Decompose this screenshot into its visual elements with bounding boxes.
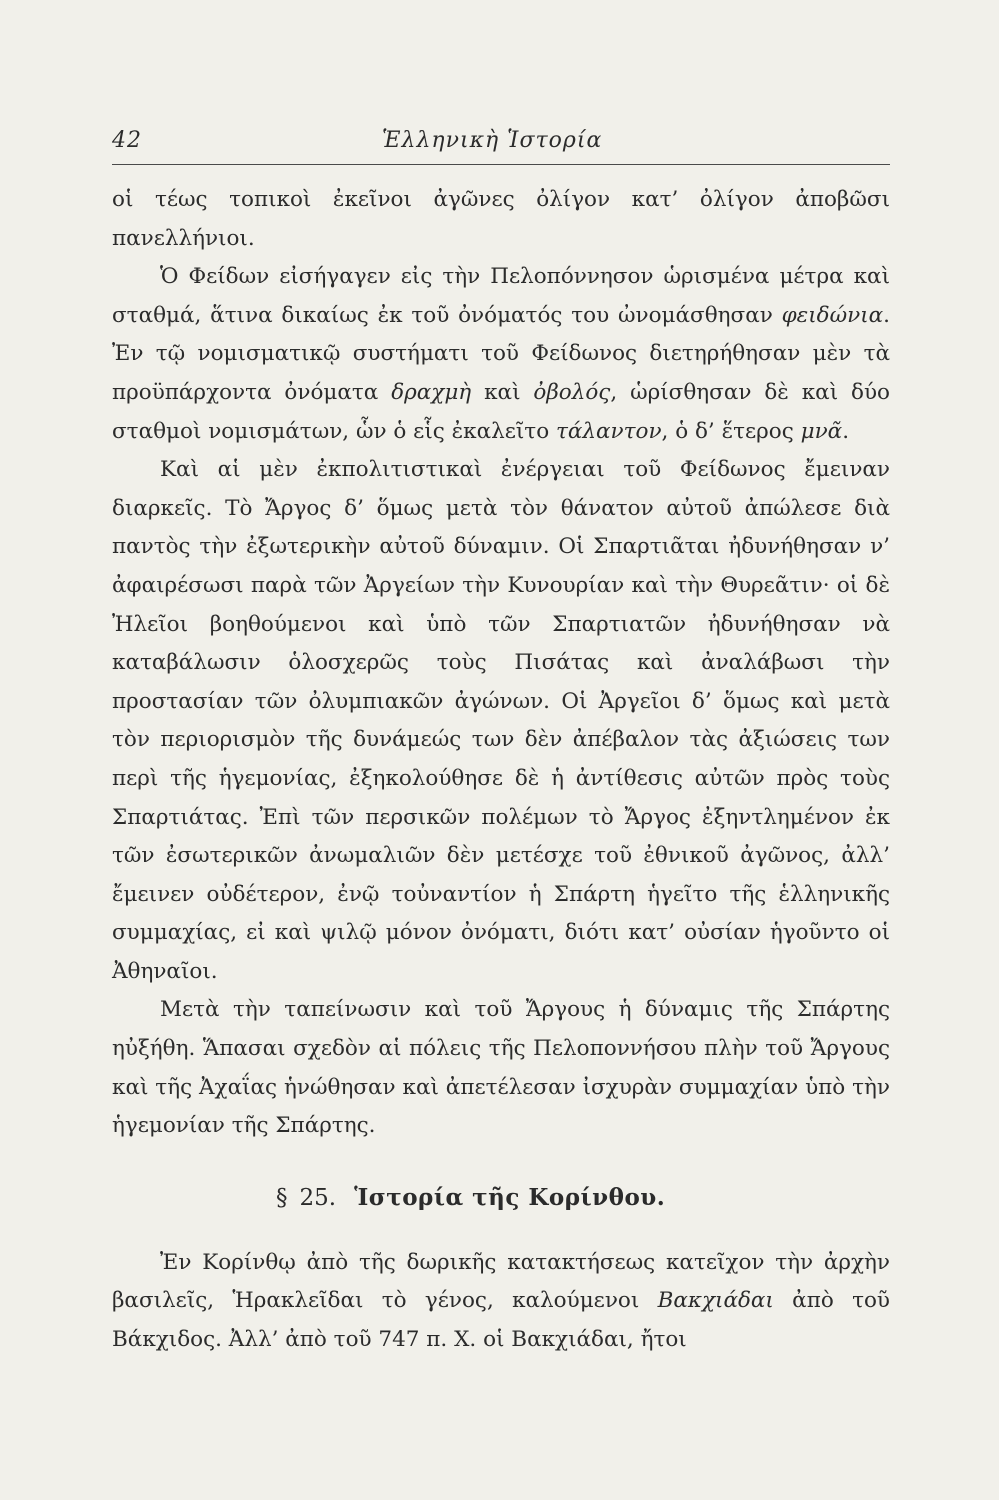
- term-talanton: τάλαντον: [555, 418, 662, 444]
- paragraph-pheidon-measures: [112, 258, 890, 451]
- text-run: καὶ: [471, 379, 534, 405]
- running-title: Ἑλληνικὴ Ἱστορία: [382, 128, 603, 153]
- section-number: 25.: [299, 1184, 337, 1211]
- text-run: Ἐν Κορίνθῳ ἀπὸ τῆς δωρικῆς κατακτήσεως κατεῖχον τὴν ἀρχὴν βασιλεῖς, Ἡρακλεῖδαι τὸ γένος, καλούμενοι: [112, 1249, 890, 1314]
- term-pheidonia: φειδώνια: [781, 302, 884, 328]
- term-bakchiadai: Βακχιάδαι: [657, 1288, 774, 1314]
- page-number: 42: [112, 128, 142, 153]
- section-title: Ἱστορία τῆς Κορίνθου.: [354, 1183, 666, 1211]
- paragraph-corinth: [112, 1244, 890, 1360]
- text-run: .: [842, 418, 850, 444]
- section-mark: §: [276, 1184, 288, 1211]
- text-run: Ὁ Φείδων εἰσήγαγεν εἰς τὴν Πελοπόννησον ὡρισμένα μέτρα καὶ σταθμά, ἅτινα δικαίως ἐκ τοῦ ὀνόματός του ὠνομάσθησαν: [112, 264, 890, 328]
- section-heading: [112, 1178, 890, 1218]
- text-run: , ὡρίσθησαν δὲ καὶ δύο σταθμοὶ νομισμάτων, ὧν ὁ εἷς ἐκαλεῖτο: [112, 379, 890, 444]
- text-run: . Ἐν τῷ νομισματικῷ συστήματι τοῦ Φείδωνος διετηρήθησαν μὲν τὰ προϋπάρχοντα ὀνόματα: [112, 302, 890, 405]
- paragraph-continuation: οἱ τέως τοπικοὶ ἐκεῖνοι ἀγῶνες ὀλίγον κατ’ ὀλίγον ἀποβῶσι πανελλήνιοι.: [112, 187, 890, 251]
- text-run: ἀπὸ τοῦ Βάκχιδος. Ἀλλ’ ἀπὸ τοῦ 747 π. Χ. οἱ Βακχιάδαι, ἤτοι: [112, 1288, 891, 1353]
- paragraph-argos-decline: Καὶ αἱ μὲν ἐκπολιτιστικαὶ ἐνέργειαι τοῦ Φείδωνος ἔμειναν διαρκεῖς. Τὸ Ἄργος δ’ ὅμως μετὰ τὸν θάνατον αὐτοῦ ἀπώλεσε διὰ παντὸς τὴν ἐξωτερικὴν αὐτοῦ δύναμιν. Οἱ Σπαρτιᾶται ἠδυνήθησαν ν’ ἀφαιρέσωσι παρὰ τῶν Ἀργείων τὴν Κυνουρίαν καὶ τὴν Θυρεᾶτιν· οἱ δὲ Ἠλεῖοι βοηθούμενοι καὶ ὑπὸ τῶν Σπαρτιατῶν ἠδυνήθησαν νὰ καταβάλωσιν ὁλοσχερῶς τοὺς Πισάτας καὶ ἀναλάβωσι τὴν προστασίαν τῶν ὀλυμπιακῶν ἀγώνων. Οἱ Ἀργεῖοι δ’ ὅμως καὶ μετὰ τὸν περιορισμὸν τῆς δυνάμεώς των δὲν ἀπέβαλον τὰς ἀξιώσεις των περὶ τῆς ἡγεμονίας, ἐξηκολούθησε δὲ ἡ ἀντίθεσις αὐτῶν πρὸς τοὺς Σπαρτιάτας. Ἐπὶ τῶν περσικῶν πολέμων τὸ Ἄργος ἐξηντλημένον ἐκ τῶν ἐσωτερικῶν ἀνωμαλιῶν δὲν μετέσχε τοῦ ἐθνικοῦ ἀγῶνος, ἀλλ’ ἔμεινεν οὐδέτερον, ἐνῷ τοὐναντίον ἡ Σπάρτη ἡγεῖτο τῆς ἑλληνικῆς συμμαχίας, εἰ καὶ ψιλῷ μόνον ὀνόματι, διότι κατ’ οὐσίαν ἡγοῦντο οἱ Ἀθηναῖοι.: [112, 457, 890, 984]
- term-obolos: ὀβολός: [533, 379, 611, 405]
- text-run: , ὁ δ’ ἕτερος: [661, 418, 801, 444]
- paragraph-sparta-alliance: Μετὰ τὴν ταπείνωσιν καὶ τοῦ Ἄργους ἡ δύναμις τῆς Σπάρτης ηὐξήθη. Ἅπασαι σχεδὸν αἱ πόλεις τῆς Πελοποννήσου πλὴν τοῦ Ἄργους καὶ τῆς Ἀχαΐας ἡνώθησαν καὶ ἀπετέλεσαν ἰσχυρὰν συμμαχίαν ὑπὸ τὴν ἡγεμονίαν τῆς Σπάρτης.: [112, 997, 890, 1139]
- term-mna: μνᾶ: [800, 418, 843, 444]
- page-body: [112, 181, 890, 1360]
- book-page: [112, 128, 890, 1360]
- page-header: [112, 128, 890, 165]
- term-drachma: δραχμὴ: [391, 379, 472, 405]
